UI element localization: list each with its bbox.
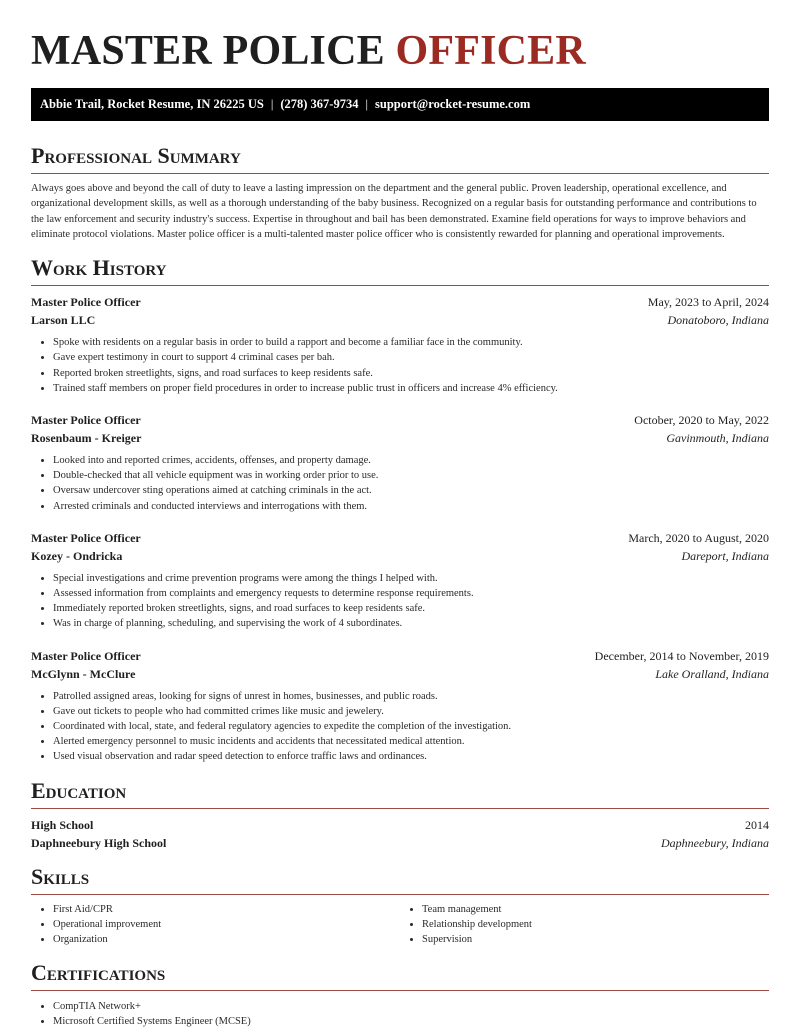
- skills-list-left: [31, 902, 400, 948]
- section-heading-certifications: Certifications: [31, 960, 166, 986]
- job-location: Gavinmouth, Indiana: [666, 431, 769, 445]
- title-main: MASTER POLICE: [31, 28, 396, 74]
- job-title: Master Police Officer: [31, 648, 141, 663]
- job-bullet: • Double-checked that all vehicle equipment was in working order prior to use.: [53, 468, 769, 483]
- job-company: McGlynn - McClure: [31, 666, 136, 681]
- education-degree-row: [31, 816, 769, 834]
- job-location: Lake Oralland, Indiana: [655, 666, 769, 681]
- job-entry: [31, 293, 769, 396]
- skill-item: • Organization: [53, 932, 400, 947]
- job-title: Master Police Officer: [31, 413, 141, 427]
- certification-item: • CompTIA Network+: [53, 999, 769, 1014]
- job-bullet: • Oversaw undercover sting operations aimed at catching criminals in the act.: [53, 483, 769, 498]
- section-divider: [31, 285, 769, 286]
- job-title-row: [31, 647, 769, 665]
- job-title: Master Police Officer: [31, 530, 141, 545]
- job-bullet: • Gave expert testimony in court to support 4 criminal cases per bah.: [53, 350, 769, 365]
- job-company: Rosenbaum - Kreiger: [31, 431, 142, 445]
- job-dates: May, 2023 to April, 2024: [647, 295, 769, 310]
- job-bullet: • Was in charge of planning, scheduling, and supervising the work of 4 subordinates.: [53, 616, 769, 631]
- education-school-row: [31, 834, 769, 852]
- job-title-row: [31, 529, 769, 547]
- skill-item: • Team management: [422, 902, 769, 917]
- section-heading-summary: Professional Summary: [31, 143, 241, 168]
- job-bullet: • Assessed information from complaints and emergency requests to determine response requirements.: [53, 586, 769, 601]
- job-title: Master Police Officer: [31, 295, 141, 310]
- job-company-row: [31, 665, 769, 683]
- job-location: Donatoboro, Indiana: [667, 313, 769, 328]
- certifications-section: [31, 960, 769, 1029]
- job-company-row: [31, 547, 769, 565]
- education-school: Daphneebury High School: [31, 835, 167, 850]
- job-bullet-list: [31, 453, 769, 514]
- job-bullet: • Spoke with residents on a regular basis in order to build a rapport and become a familiar face in the community.: [53, 335, 769, 350]
- job-dates: March, 2020 to August, 2020: [628, 530, 769, 545]
- job-location: Dareport, Indiana: [681, 548, 769, 563]
- job-dates: October, 2020 to May, 2022: [634, 413, 769, 427]
- title-accent: OFFICER: [395, 28, 586, 74]
- section-heading-skills: Skills: [31, 863, 90, 889]
- job-bullet: • Special investigations and crime prevention programs were among the things I helped with.: [53, 571, 769, 586]
- work-history-section: [31, 255, 769, 764]
- job-bullet: • Immediately reported broken streetlights, signs, and road surfaces to keep residents safe.: [53, 601, 769, 616]
- resume-page: [31, 0, 769, 1030]
- skills-grid: [31, 902, 769, 948]
- skill-item: • Relationship development: [422, 917, 769, 932]
- education-year: 2014: [745, 817, 769, 832]
- job-bullet: • Reported broken streetlights, signs, and road surfaces to keep residents safe.: [53, 366, 769, 381]
- section-heading-education: Education: [31, 777, 127, 803]
- skill-item: • First Aid/CPR: [53, 902, 400, 917]
- job-bullet-list: [31, 335, 769, 396]
- contact-bar: [31, 88, 769, 121]
- education-entry: [31, 816, 769, 852]
- section-divider: [31, 808, 769, 809]
- job-entry: [31, 647, 769, 765]
- section-divider: [31, 894, 769, 895]
- job-title-row: [31, 293, 769, 311]
- contact-email[interactable]: support@rocket-resume.com: [375, 97, 531, 111]
- job-bullet-list: [31, 689, 769, 765]
- education-degree: High School: [31, 817, 94, 832]
- job-bullet: • Coordinated with local, state, and federal regulatory agencies to expedite the completion of the investigation.: [53, 719, 769, 734]
- section-heading-work-history: Work History: [31, 255, 167, 281]
- job-bullet: • Arrested criminals and conducted interviews and interrogations with them.: [53, 499, 769, 514]
- education-location: Daphneebury, Indiana: [661, 835, 769, 850]
- skills-section: [31, 864, 769, 948]
- job-company-row: [31, 429, 769, 447]
- summary-text: Always goes above and beyond the call of duty to leave a lasting impression on the department and the general public. Proven leadership, operational excellence, and organizational development skills, as well as a thorough understanding of the baby business. Recognized on a regular basis for outstanding performance and contributions to the law enforcement and security industry's success. Expertise in throughout and bail has been demonstrated. Examine field operations for ways to improve behaviors and eliminate protocol violations. Master police officer is a multi-talented master police officer who is consistently rewarded for planning and operational improvements.: [31, 183, 757, 240]
- section-divider: [31, 173, 769, 174]
- job-company: Larson LLC: [31, 313, 96, 328]
- job-bullet: • Alerted emergency personnel to music incidents and accidents that necessitated medical attention.: [53, 734, 769, 749]
- job-bullet: • Patrolled assigned areas, looking for signs of unrest in homes, businesses, and public roads.: [53, 689, 769, 704]
- skill-item: • Supervision: [422, 932, 769, 947]
- education-section: [31, 778, 769, 852]
- contact-address: Abbie Trail, Rocket Resume, IN 26225 US: [40, 97, 264, 111]
- summary-section: [31, 143, 769, 242]
- job-bullet: • Trained staff members on proper field procedures in order to increase public trust in officers and increase 4% efficiency.: [53, 381, 769, 396]
- job-company-row: [31, 311, 769, 329]
- contact-separator: |: [365, 97, 368, 111]
- job-bullet-list: [31, 571, 769, 632]
- certification-item: • Microsoft Certified Systems Engineer (MCSE): [53, 1014, 769, 1029]
- job-entry: [31, 529, 769, 632]
- contact-phone[interactable]: (278) 367-9734: [280, 97, 359, 111]
- skill-item: • Operational improvement: [53, 917, 400, 932]
- job-title-row: [31, 411, 769, 429]
- certifications-list: [31, 999, 769, 1029]
- section-divider: [31, 990, 769, 991]
- job-company: Kozey - Ondricka: [31, 548, 123, 563]
- job-dates: December, 2014 to November, 2019: [594, 648, 769, 663]
- job-entry: [31, 411, 769, 514]
- job-bullet: • Used visual observation and radar speed detection to enforce traffic laws and ordinances.: [53, 749, 769, 764]
- contact-separator: |: [270, 97, 274, 111]
- skills-list-right: [400, 902, 769, 948]
- job-bullet: • Looked into and reported crimes, accidents, offenses, and property damage.: [53, 453, 769, 468]
- job-bullet: • Gave out tickets to people who had committed crimes like music and jewelery.: [53, 704, 769, 719]
- resume-title: [31, 26, 769, 76]
